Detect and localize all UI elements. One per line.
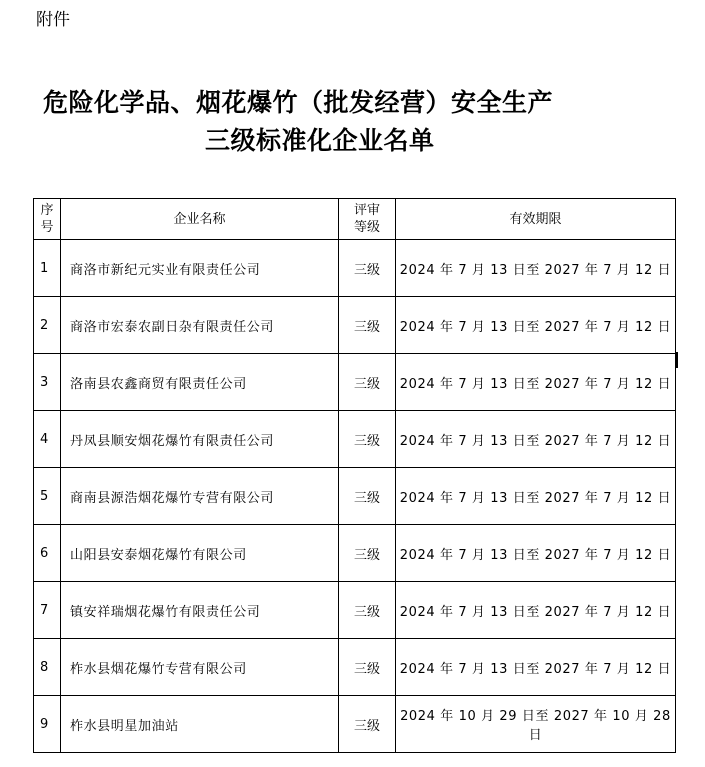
cell-name: 镇安祥瑞烟花爆竹有限责任公司 xyxy=(61,582,339,639)
cell-no: 1 xyxy=(34,240,61,297)
cell-name: 丹凤县顺安烟花爆竹有限责任公司 xyxy=(61,411,339,468)
cell-name: 商南县源浩烟花爆竹专营有限公司 xyxy=(61,468,339,525)
cell-validity: 2024 年 7 月 13 日至 2027 年 7 月 12 日 xyxy=(396,354,676,411)
cell-no: 4 xyxy=(34,411,61,468)
table-row xyxy=(34,354,676,411)
cell-name: 商洛市宏泰农副日杂有限责任公司 xyxy=(61,297,339,354)
cell-name: 洛南县农鑫商贸有限责任公司 xyxy=(61,354,339,411)
cell-validity: 2024 年 7 月 13 日至 2027 年 7 月 12 日 xyxy=(396,582,676,639)
header-validity: 有效期限 xyxy=(396,199,676,240)
cell-no: 2 xyxy=(34,297,61,354)
header-level xyxy=(339,199,396,240)
header-no xyxy=(34,199,61,240)
cell-no: 7 xyxy=(34,582,61,639)
cell-validity: 2024 年 7 月 13 日至 2027 年 7 月 12 日 xyxy=(396,411,676,468)
cell-level: 三级 xyxy=(339,582,396,639)
cell-no: 8 xyxy=(34,639,61,696)
cell-level: 三级 xyxy=(339,411,396,468)
cell-validity: 2024 年 7 月 13 日至 2027 年 7 月 12 日 xyxy=(396,525,676,582)
cell-validity: 2024 年 10 月 29 日至 2027 年 10 月 28 日 xyxy=(396,696,676,753)
title-line-1: 危险化学品、烟花爆竹（批发经营）安全生产 xyxy=(43,88,554,117)
cell-name: 山阳县安泰烟花爆竹有限公司 xyxy=(61,525,339,582)
cell-no: 3 xyxy=(34,354,61,411)
cell-name: 商洛市新纪元实业有限责任公司 xyxy=(61,240,339,297)
table-row xyxy=(34,696,676,753)
cell-level: 三级 xyxy=(339,297,396,354)
cell-no: 5 xyxy=(34,468,61,525)
attachment-label: 附件 xyxy=(36,10,70,30)
cell-level: 三级 xyxy=(339,240,396,297)
cell-level: 三级 xyxy=(339,639,396,696)
table-header-row xyxy=(34,199,676,240)
table-row xyxy=(34,411,676,468)
cell-validity: 2024 年 7 月 13 日至 2027 年 7 月 12 日 xyxy=(396,240,676,297)
cell-level: 三级 xyxy=(339,525,396,582)
cell-no: 9 xyxy=(34,696,61,753)
header-no-text: 序 号 xyxy=(40,203,54,235)
cell-name: 柞水县明星加油站 xyxy=(61,696,339,753)
cell-level: 三级 xyxy=(339,696,396,753)
title-line-2: 三级标准化企业名单 xyxy=(205,126,435,155)
table-row xyxy=(34,297,676,354)
table-row xyxy=(34,240,676,297)
table-row xyxy=(34,525,676,582)
cell-level: 三级 xyxy=(339,468,396,525)
header-level-text: 评审 等级 xyxy=(353,203,380,235)
text-cursor xyxy=(676,352,678,368)
cell-no: 6 xyxy=(34,525,61,582)
table-row xyxy=(34,582,676,639)
cell-validity: 2024 年 7 月 13 日至 2027 年 7 月 12 日 xyxy=(396,468,676,525)
header-name: 企业名称 xyxy=(61,199,339,240)
cell-name: 柞水县烟花爆竹专营有限公司 xyxy=(61,639,339,696)
cell-validity: 2024 年 7 月 13 日至 2027 年 7 月 12 日 xyxy=(396,639,676,696)
table-row xyxy=(34,468,676,525)
table-row xyxy=(34,639,676,696)
enterprise-table xyxy=(33,198,676,753)
cell-level: 三级 xyxy=(339,354,396,411)
cell-validity: 2024 年 7 月 13 日至 2027 年 7 月 12 日 xyxy=(396,297,676,354)
